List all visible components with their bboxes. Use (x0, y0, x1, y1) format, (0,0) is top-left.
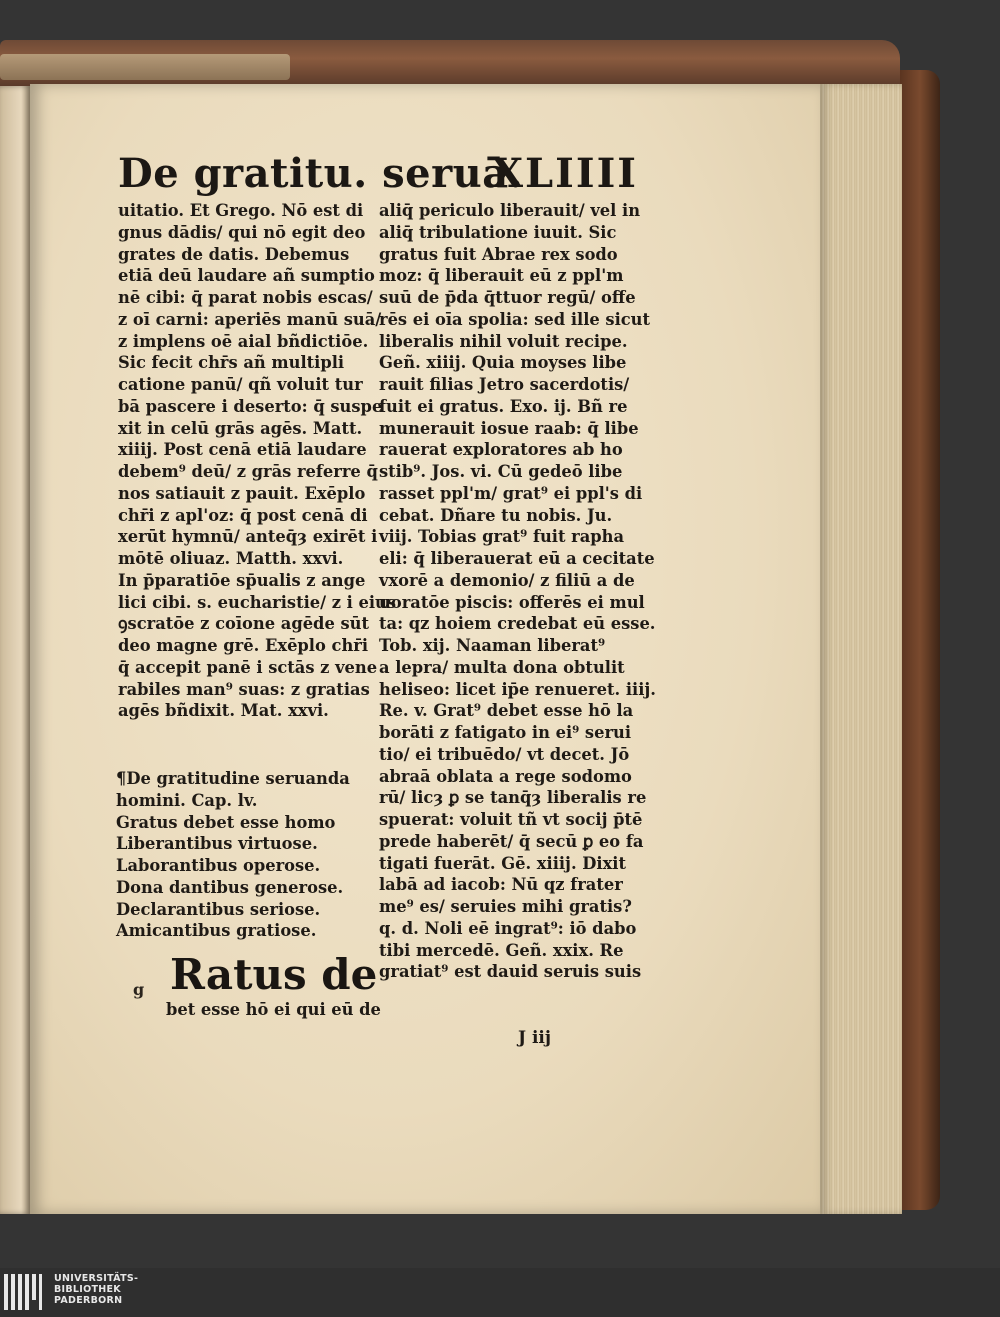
text-line: q̄ accepit panē i sctās z vene (118, 657, 378, 677)
text-line: prede haberēt/ q̄ secū ꝑ eo fa (379, 831, 644, 851)
text-line: debem⁹ deū/ z grās referre q̄ (118, 462, 378, 481)
chapter-line: Laborantibus operose. (116, 856, 321, 875)
text-line: xit in celū grās agēs. Matt. (118, 418, 363, 438)
signature-mark: J iij (518, 1028, 552, 1048)
chapter-line: Dona dantibus generose. (116, 877, 344, 897)
text-line: nos satiauit z pauit. Exēplo (118, 483, 366, 503)
text-line: uoratōe piscis: offerēs ei mul (379, 592, 645, 612)
text-line: grates de datis. Debemus (118, 244, 350, 264)
decorated-initial-line: Ratus de (170, 950, 378, 999)
text-line: spuerat: voluit tñ vt socij p̄tē (379, 810, 643, 829)
text-line: borāti z fatigato in ei⁹ serui (379, 723, 632, 742)
text-line: z oī carni: aperiēs manū suā/ (118, 309, 382, 329)
text-line: rauerat exploratores ab ho (379, 440, 623, 460)
book-cover-right (900, 70, 940, 1210)
chapter-heading-block (116, 768, 350, 942)
text-line: eli: q̄ liberauerat eū a cecitate (379, 549, 655, 568)
text-line: deo magne grē. Exēplo chr̄i (118, 636, 369, 655)
text-line: suū de p̄da q̄ttuor regū/ offe (379, 288, 636, 307)
chapter-line: Liberantibus virtuose. (116, 834, 318, 854)
chapter-line: Amicantibus gratiose. (116, 921, 317, 941)
text-line: liberalis nihil voluit recipe. (379, 331, 628, 351)
text-line: heliseo: licet ip̄e renueret. iiij. (379, 679, 656, 699)
text-line: bā pascere i deserto: q̄ suspe (118, 396, 383, 416)
text-line: nē cibi: q̄ parat nobis escas/ (118, 288, 373, 307)
text-line: ꝯscratōe z coīone agēde sūt (118, 614, 369, 634)
text-line: uitatio. Et Grego. Nō est di (118, 201, 364, 220)
text-line: Sic fecit chr̄s añ multipli (118, 353, 345, 373)
text-line: In p̄paratiōe sp̄ualis z ange (118, 570, 366, 590)
text-line: rasset ppl'm/ grat⁹ ei ppl's di (379, 483, 643, 503)
running-header: De gratitu. seruā. (118, 150, 524, 197)
text-line: munerauit iosue raab: q̄ libe (379, 418, 639, 438)
text-line: catione panū/ qñ voluit tur (118, 375, 363, 394)
text-line: tio/ ei tribuēdo/ vt decet. Jō (379, 744, 630, 764)
right-text-column (379, 200, 656, 983)
library-name: UNIVERSITÄTS- BIBLIOTHEK PADERBORN (54, 1273, 139, 1306)
initial-continuation-line: bet esse hō ei qui eū de (166, 1000, 381, 1019)
text-line: q. d. Noli eē ingrat⁹: iō dabo (379, 918, 637, 938)
text-line: stib⁹. Jos. vi. Cū gedeō libe (379, 462, 623, 481)
page-block-edges (820, 84, 902, 1214)
text-line: gratiat⁹ est dauid seruis suis (379, 962, 642, 982)
text-line: rēs ei oīa spolia: sed ille sicut (379, 309, 651, 329)
library-footer (0, 1268, 1000, 1317)
text-line: gnus dādis/ qui nō egit deo (118, 222, 366, 242)
worn-spine-leather (0, 54, 290, 80)
text-line: moz: q̄ liberauit eū z ppl'm (379, 266, 624, 286)
text-line: tigati fuerāt. Gē. xiiij. Dixit (379, 853, 627, 873)
text-line: rauit filias Jetro sacerdotis/ (379, 375, 630, 394)
library-logo-icon (4, 1274, 44, 1310)
text-line: xiiij. Post cenā etiā laudare (118, 440, 367, 460)
text-line: z implens oē aial bñdictiōe. (118, 331, 369, 351)
chapter-line: Gratus debet esse homo (116, 812, 336, 832)
folio-number: XLIIII (492, 150, 639, 197)
chapter-line: homini. Cap. lv. (116, 790, 258, 810)
text-line: aliq̄ periculo liberauit/ vel in (379, 201, 641, 220)
guide-letter: g (133, 980, 145, 999)
text-line: gratus fuit Abrae rex sodo (379, 244, 618, 264)
text-line: Geñ. xiiij. Quia moyses libe (379, 353, 627, 373)
text-line: a lepra/ multa dona obtulit (379, 657, 625, 677)
text-line: cebat. Dñare tu nobis. Ju. (379, 505, 613, 525)
text-line: labā ad iacob: Nū qz frater (379, 875, 623, 895)
text-line: vxorē a demonio/ z filiū a de (379, 570, 635, 590)
facing-page-edge (0, 86, 30, 1214)
text-line: lici cibi. s. eucharistie/ z i eius (118, 592, 397, 612)
text-line: ta: qz hoiem credebat eū esse. (379, 614, 656, 634)
text-line: Re. v. Grat⁹ debet esse hō la (379, 701, 634, 721)
text-line: etiā deū laudare añ sumptio (118, 266, 375, 286)
text-line: xerūt hymnū/ anteq̄ȝ exirēt i (118, 527, 378, 547)
text-line: tibi mercedē. Geñ. xxix. Re (379, 940, 624, 960)
text-line: me⁹ es/ seruies mihi gratis? (379, 897, 632, 916)
chapter-line: Declarantibus seriose. (116, 899, 321, 919)
book-cover-top (0, 40, 900, 86)
text-line: chr̄i z apl'oz: q̄ post cenā di (118, 505, 368, 525)
text-line: fuit ei gratus. Exo. ij. Bñ re (379, 396, 628, 416)
text-line: rū/ licȝ ꝑ se tanq̄ȝ liberalis re (379, 788, 647, 808)
text-line: aliq̄ tribulatione iuuit. Sic (379, 222, 617, 242)
text-line: viij. Tobias grat⁹ fuit rapha (379, 527, 625, 547)
text-line: mōtē oliuaz. Matth. xxvi. (118, 549, 344, 568)
chapter-line: ¶De gratitudine seruanda (116, 769, 350, 788)
text-line: abraā oblata a rege sodomo (379, 766, 632, 786)
left-text-column (118, 200, 396, 722)
text-line: agēs bñdixit. Mat. xxvi. (118, 701, 329, 721)
text-line: Tob. xij. Naaman liberat⁹ (379, 636, 606, 655)
text-line: rabiles man⁹ suas: z gratias (118, 679, 370, 699)
